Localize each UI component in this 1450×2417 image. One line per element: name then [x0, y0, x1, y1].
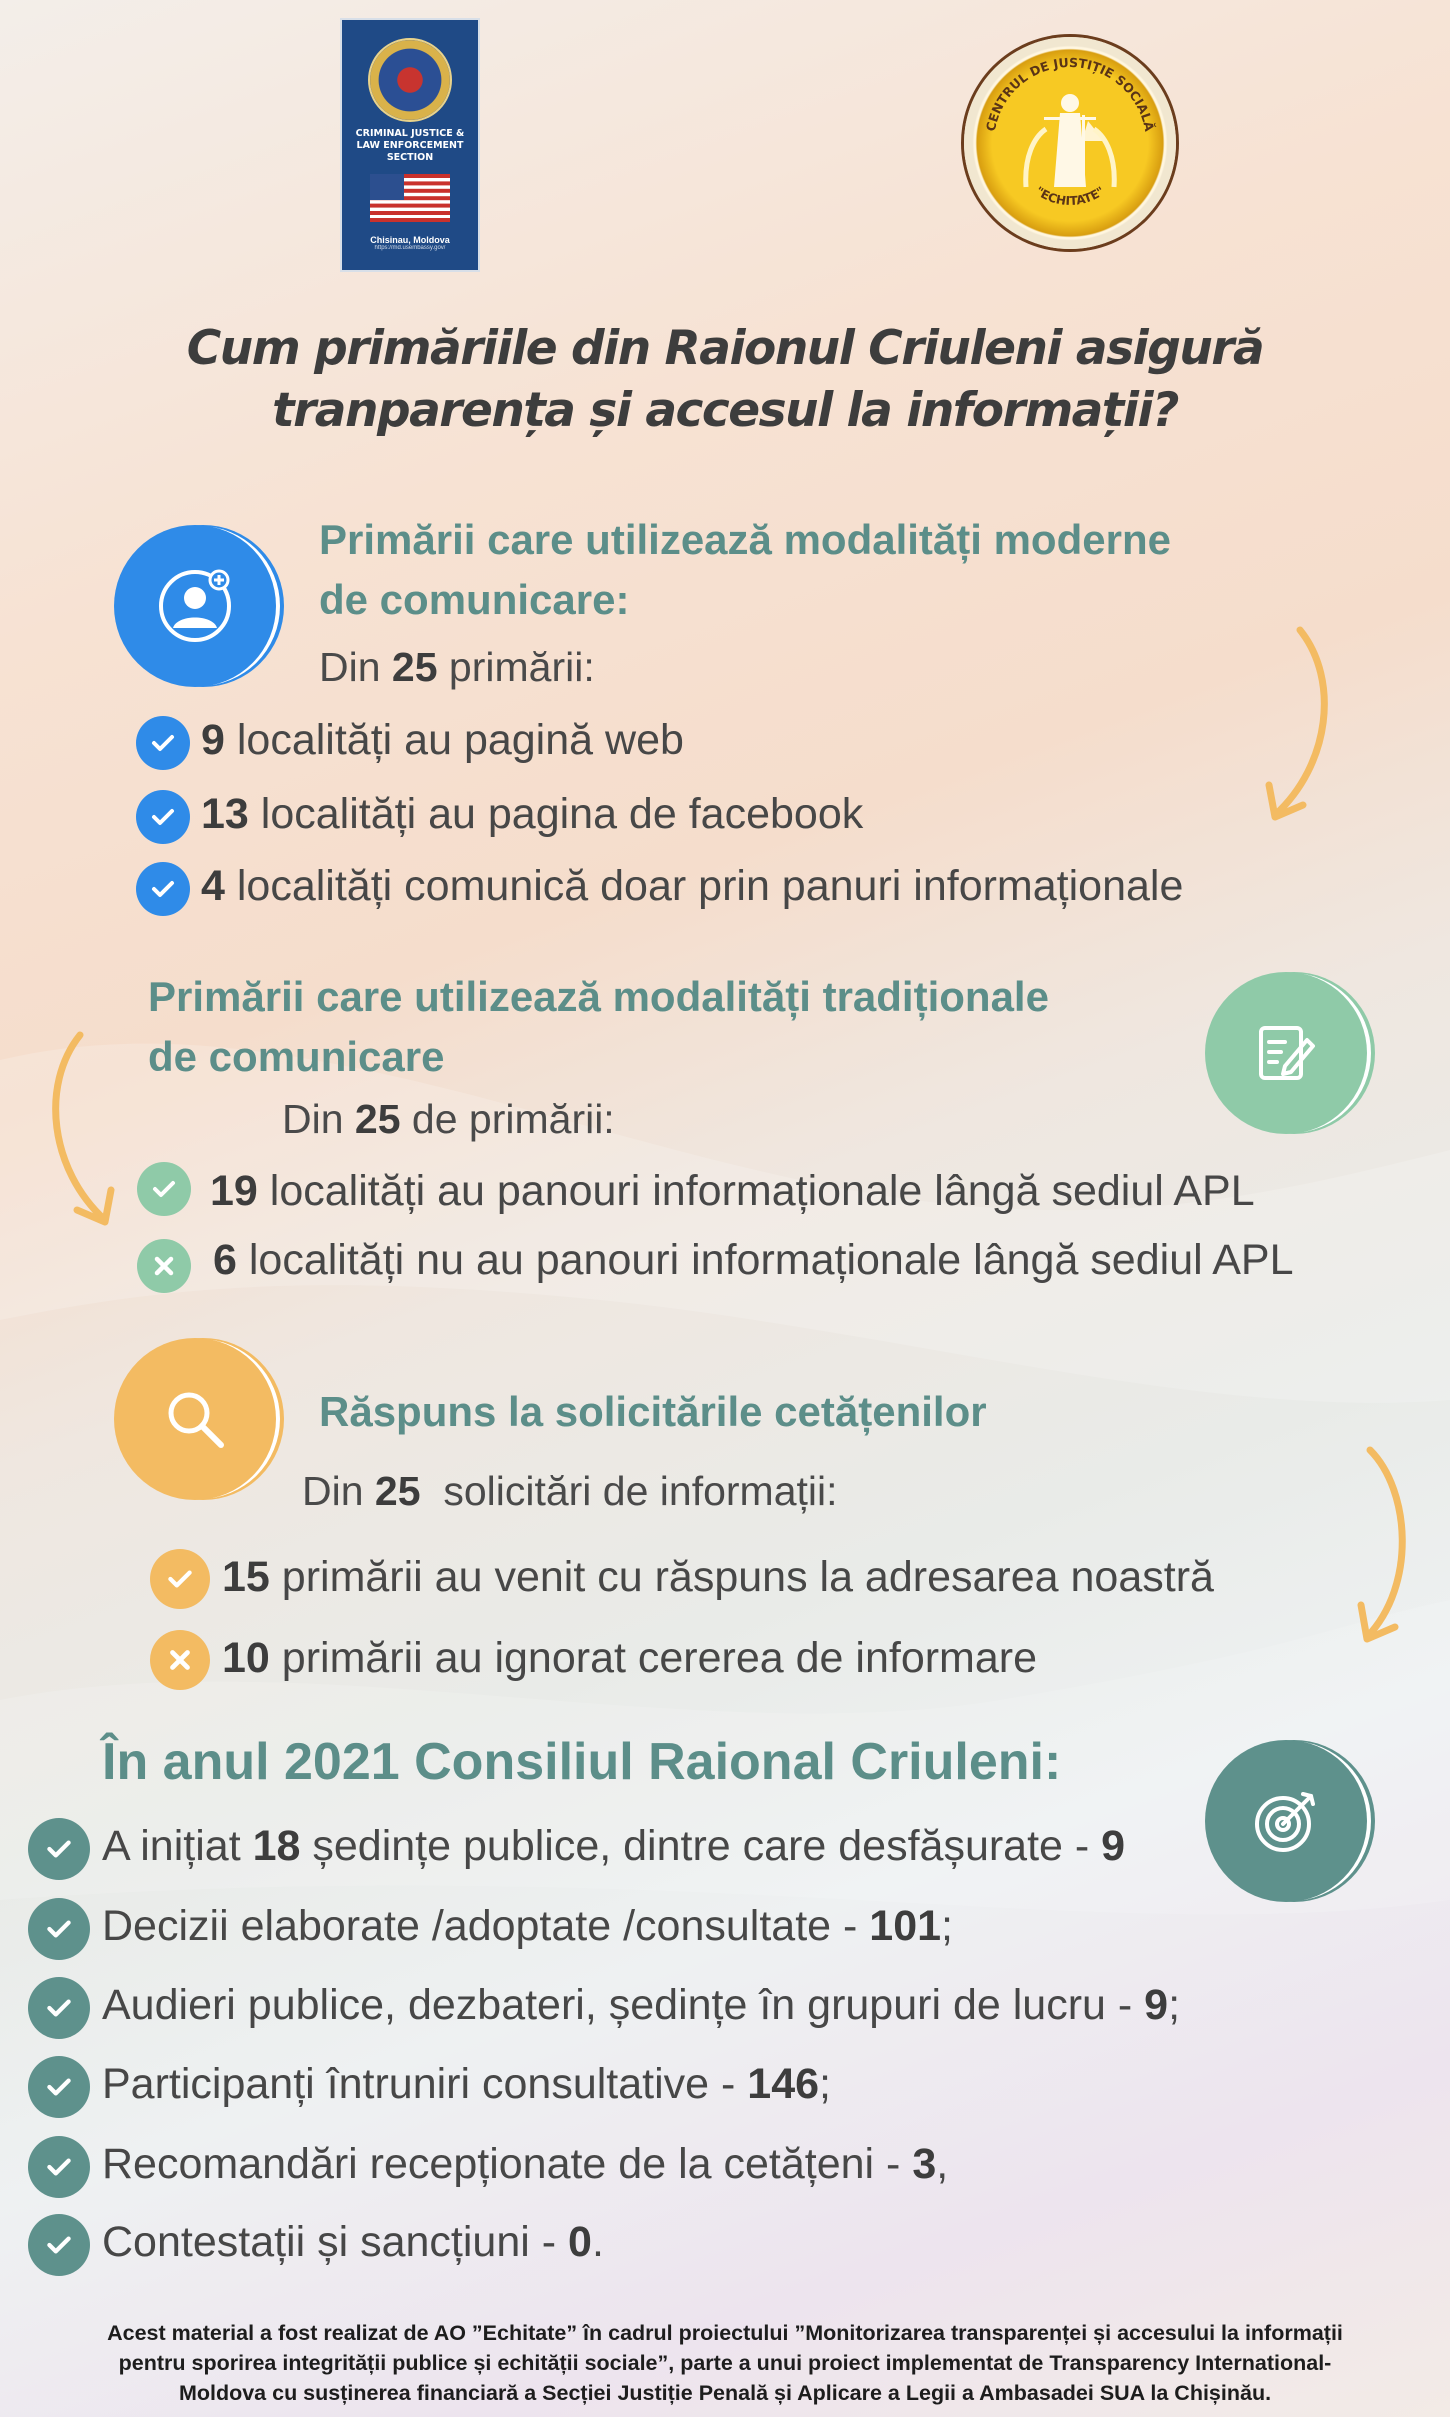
item-text: ; [1168, 1981, 1181, 2029]
check-icon [28, 2136, 90, 2198]
list-item [201, 716, 684, 765]
item-text: Decizii elaborate /adoptate /consultate - [102, 1902, 870, 1950]
check-icon [28, 1818, 90, 1880]
sub-suffix: primării: [437, 644, 595, 690]
list-item [213, 1236, 1294, 1285]
item-number: 13 [201, 790, 249, 838]
section3-heading: Răspuns la solicitările cetățenilor [319, 1388, 987, 1435]
list-item [222, 1634, 1037, 1683]
footer-disclaimer [20, 2318, 1430, 2408]
logo-right-top-text: CENTRUL DE JUSTIȚIE SOCIALĂ [982, 54, 1158, 133]
item-text: , [936, 2140, 949, 2188]
target-icon [1251, 1786, 1321, 1856]
item-text: ; [819, 2060, 831, 2108]
section2-heading-line-2: de comunicare [148, 1033, 445, 1080]
item-text: Recomandări recepționate de la cetățeni - [102, 2140, 913, 2188]
item-text: localități nu au panouri informaționale lângă sediul APL [236, 1236, 1294, 1284]
citizen-requests-badge [114, 1338, 276, 1500]
sub-prefix: Din [282, 1096, 355, 1142]
us-flag-icon [370, 174, 450, 222]
item-text: localități au pagină web [224, 716, 684, 764]
check-icon [136, 716, 190, 770]
section1-heading-line-2: de comunicare: [319, 576, 630, 623]
check-icon [137, 1162, 191, 1216]
item-number: 6 [213, 1236, 237, 1284]
footer-line-3: Moldova cu susținerea financiară a Secției Justiție Penală și Aplicare a Legii a Ambasadei SUA la Chișinău. [178, 2381, 1272, 2405]
cross-icon [150, 1630, 210, 1690]
page-title [150, 318, 1300, 442]
item-text: primării au ignorat cererea de informare [269, 1634, 1038, 1682]
user-profile-icon [155, 566, 235, 646]
list-item [102, 2218, 604, 2267]
arrow-down-icon [1255, 625, 1345, 830]
item-number: 9 [1144, 1981, 1169, 2029]
sub-prefix: Din [302, 1468, 375, 1514]
item-number: 146 [747, 2060, 820, 2108]
item-text: Participanți întruniri consultative - [102, 2060, 748, 2108]
list-item [210, 1167, 1255, 1216]
item-number: 9 [1101, 1822, 1126, 1870]
item-number: 15 [222, 1553, 270, 1601]
check-icon [150, 1549, 210, 1609]
section2-heading-line-1: Primării care utilizează modalități tradiționale [148, 973, 1049, 1020]
arrow-down-icon [1345, 1445, 1435, 1650]
section1-heading [319, 510, 1319, 630]
sub-number: 25 [354, 1096, 401, 1142]
item-text: Audieri publice, dezbateri, ședințe în grupuri de lucru - [102, 1981, 1145, 2029]
list-item [102, 1822, 1125, 1871]
council-stats-badge [1205, 1740, 1367, 1902]
lady-justice-icon [964, 37, 1176, 249]
edit-note-icon [1255, 1022, 1317, 1084]
check-icon [28, 1977, 90, 2039]
sub-suffix: solicitări de informații: [420, 1468, 838, 1514]
logo-left-text: CRIMINAL JUSTICE & LAW ENFORCEMENT SECTION [355, 128, 465, 163]
sub-number: 25 [374, 1468, 421, 1514]
item-text: localități au pagina de facebook [248, 790, 864, 838]
item-number: 10 [222, 1634, 270, 1682]
item-number: 3 [912, 2140, 937, 2188]
item-number: 9 [201, 716, 225, 764]
check-icon [136, 790, 190, 844]
echitate-logo [964, 37, 1176, 249]
item-number: 4 [201, 862, 225, 910]
sub-suffix: de primării: [400, 1096, 615, 1142]
section4-heading: În anul 2021 Consiliul Raional Criuleni: [102, 1733, 1062, 1791]
cross-icon [137, 1239, 191, 1293]
section1-subtitle [319, 644, 595, 691]
embassy-seal-icon [368, 38, 452, 122]
item-text: Contestații și sancțiuni - [102, 2218, 569, 2266]
list-item [102, 2060, 831, 2109]
modern-communication-badge [114, 525, 276, 687]
item-text: ; [941, 1902, 953, 1950]
traditional-communication-badge [1205, 972, 1367, 1134]
item-text: localități comunică doar prin panuri informaționale [224, 862, 1184, 910]
section3-subtitle [302, 1468, 838, 1515]
search-icon [163, 1387, 227, 1451]
item-text: . [591, 2218, 604, 2266]
section1-heading-line-1: Primării care utilizează modalități moderne [319, 516, 1171, 563]
title-line-1: Cum primăriile din Raionul Criuleni asigură [186, 321, 1264, 376]
list-item [222, 1553, 1214, 1602]
section2-heading [148, 967, 1198, 1087]
check-icon [28, 2214, 90, 2276]
list-item [201, 862, 1183, 911]
item-text: localități au panouri informaționale lângă sediul APL [257, 1167, 1255, 1215]
item-number: 101 [869, 1902, 942, 1950]
list-item [102, 2140, 948, 2189]
svg-text:"ECHITATE" [1033, 184, 1107, 208]
footer-line-1: Acest material a fost realizat de AO ”Echitate” în cadrul proiectului ”Monitorizarea transparenței și accesului la informații [107, 2321, 1343, 2345]
title-line-2: tranparența și accesul la informații? [272, 383, 1178, 438]
sub-prefix: Din [319, 644, 392, 690]
item-number: 18 [252, 1822, 301, 1870]
logo-left-city: Chisinau, Moldova [370, 235, 450, 245]
item-number: 19 [210, 1167, 258, 1215]
logo-right-bottom-text: "ECHITATE" [1032, 183, 1108, 209]
item-text: ședințe publice, dintre care desfășurate - [300, 1822, 1102, 1870]
list-item [102, 1981, 1180, 2030]
sub-number: 25 [391, 644, 438, 690]
item-text: primării au venit cu răspuns la adresarea noastră [269, 1553, 1214, 1601]
item-number: 0 [568, 2218, 592, 2266]
arrow-down-icon [35, 1030, 125, 1235]
check-icon [28, 1898, 90, 1960]
list-item [201, 790, 863, 839]
footer-line-2: pentru sporirea integrității publice și echității sociale”, parte a unui proiect implementat de Transparency International- [118, 2351, 1332, 2375]
logo-left-url: https://md.usembassy.gov/ [374, 245, 446, 251]
item-text: A inițiat [102, 1822, 253, 1870]
check-icon [28, 2056, 90, 2118]
list-item [102, 1902, 953, 1951]
check-icon [136, 862, 190, 916]
section2-subtitle [282, 1096, 615, 1143]
criminal-justice-section-logo [340, 18, 480, 272]
